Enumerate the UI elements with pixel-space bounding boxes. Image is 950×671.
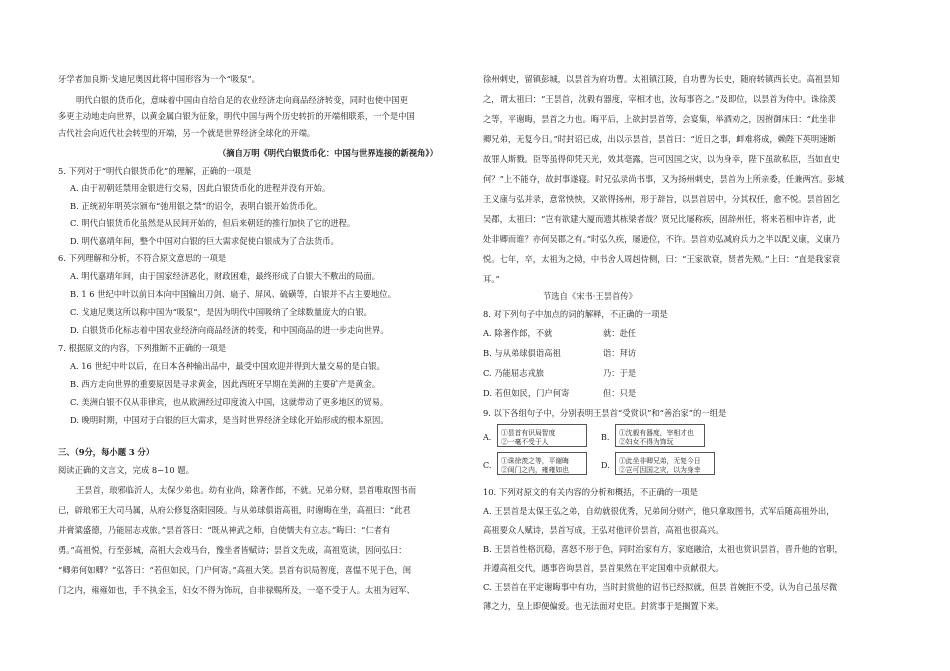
passage-cont-line-11: 耳。”: [483, 274, 500, 284]
q8-option-c-label: C. 乃能屈志戎旅: [483, 368, 545, 378]
intro-line-2: 明代白银的货币化，意味着中国由自给自足的农业经济走向商品经济转变，同时也使中国更: [76, 95, 408, 105]
passage-line-2: 已，辟琅邪王大司马属，从府公修复洛阳园陵。与从弟球俱诣高祖，时谢晦在坐，高祖曰：“此君: [58, 505, 411, 515]
intro-line-3: 多更主动地走向世界，以黄金属白银为征象，明代中国与两个历史转折的开端相联系，一个是中国: [58, 111, 415, 121]
q7-stem: 7. 根据原文的内容，下列推断不正确的一项是: [58, 343, 227, 353]
q9-option-b-line1: ①沈毅有器度，宰相才也: [619, 429, 694, 437]
q8-option-c-gloss: 乃：于是: [603, 368, 637, 378]
q5-option-d[interactable]: D. 明代嘉靖年间，整个中国对白银的巨大需求促使白银成为了合法货币。: [70, 236, 339, 246]
passage-cont-line-7: 王义康与弘并录，意常怏怏，又欲得扬州，形于辞旨，以昙首居中，分其权任，愈不悦。昙首固乞: [483, 194, 840, 204]
q8-option-c[interactable]: [483, 368, 637, 379]
passage-cont-line-10: 悦。七年，卒，太祖为之恸，中书舍人周赳侍侧，曰：“王家欲衰，贤者先殒。”上曰：“直是我家衰: [483, 254, 841, 264]
q10-option-a-cont: 高祖要众人赋诗，昙首写成，王弘对他评价昙首，高祖也很高兴。: [483, 525, 724, 535]
q9-option-b-box: [615, 424, 705, 447]
q8-option-a-label: A. 除著作郎，不就: [483, 328, 553, 338]
q9-option-c-line2: ②闺门之内，雍雍如也: [501, 466, 569, 474]
q8-stem: 8. 对下列句子中加点的词的解释，不正确的一项是: [483, 309, 668, 319]
q7-option-b[interactable]: B. 西方走向世界的重要原因是寻求黄金，因此西班牙早期在美洲的主要矿产是黄金。: [70, 379, 381, 389]
passage-cont-line-4: 卿兄弟，无复今日。”时封诏已成，出以示昙首，昙首曰：“近日之事，衅难将成，赖陛下英明速断: [483, 134, 836, 144]
q10-option-c[interactable]: C. 王昙首在平定谢晦事中有功，当时封赏他的诏书已经拟就，但昙 首婉拒不受，认为自己虽尽微: [483, 582, 838, 592]
q9-option-d-line2: ②岂可因国之灾，以为身幸: [619, 466, 701, 474]
passage-line-1: 王昙首，琅邪临沂人，太保少弟也。幼有业尚，除著作郎，不就。兄弟分财，昙首唯取图书而: [76, 485, 417, 495]
q9-option-b-line2: ②妇女不得为饰玩: [619, 438, 674, 446]
q6-option-a[interactable]: A. 明代嘉靖年间，由于国家经济恶化，财政困难，最终形成了白银大不敷出的局面。: [70, 271, 380, 281]
q8-option-d-label: D. 若但如民，门户何寄: [483, 388, 570, 398]
q10-option-a[interactable]: A. 王昙首是太保王弘之弟，自幼就很优秀，兄弟间分财产，他只拿取图书，式军后随高祖外出，: [483, 506, 835, 516]
q6-option-b[interactable]: B. 1 6 世纪中叶以前日本向中国输出刀剑、扇子、屏风、硫磺等，白银并不占主要地位。: [70, 289, 396, 299]
q8-option-b-label: B. 与从弟球俱诣高祖: [483, 348, 561, 358]
q9-option-a-line1: ①昙首有识局智度: [501, 429, 556, 437]
q9-option-d-box: [615, 452, 715, 475]
q8-option-d-gloss: 但：只是: [603, 388, 637, 398]
passage-cont-line-5: 故罪人斯戮。臣等虽得仰凭天光，效其毫露，岂可因国之灾，以为身幸，陛下虽欲私臣，当如直史: [483, 154, 840, 164]
passage-line-5: “卿弟何如卿？”弘答曰：“若但如民，门户何寄。”高祖大笑。昙首有识局智度，喜愠不见于色，闺: [58, 565, 411, 575]
q5-option-a[interactable]: A. 由于初朝廷禁用金银进行交易，因此白银货币化的进程并没有开始。: [70, 183, 331, 193]
q9-option-a-box: [497, 424, 587, 447]
q9-option-b-letter: B.: [601, 433, 610, 442]
q9-option-c-letter: C.: [483, 461, 492, 470]
passage-cont-line-1: 徐州刺史，留镇彭城，以昙首为府功曹。太祖镇江陵，自功曹为长史，随府转镇西长史。高祖昙知: [483, 74, 840, 84]
q10-option-b[interactable]: B. 王昙首性格沉稳，喜怒不形于色，同时治家有方，家庭融洽，太祖也赏识昙首，晋升他的官职，: [483, 544, 843, 554]
passage-cont-line-3: 之等，平谢晦，昙首之力也。晦平后，上欲封昙首等，会宴集，举酒劝之，因拊御床曰：“此坐非: [483, 114, 836, 124]
intro-line-1: 牙学者加良斯·戈迪尼奥因此将中国形容为一个“吸泵”。: [58, 74, 260, 84]
q9-option-d-letter: D.: [601, 461, 610, 470]
q9-stem: 9. 以下各组句子中，分别表明王昙首“受赏识”和“善治家”的一组是: [483, 408, 727, 418]
q5-option-c[interactable]: C. 明代白银货币化虽然是从民间开始的，但后来朝廷的推行加快了它的进程。: [70, 218, 356, 228]
section-3-instruction: 阅读正确的文言文，完成 8~10 题。: [58, 465, 194, 475]
passage-line-4: 勇。”高祖悦，行至彭城，高祖大会戏马台，豫坐者皆赋诗；昙首文先成，高祖览读，因问弘曰：: [58, 545, 407, 555]
q7-option-c[interactable]: C. 美洲白银不仅从菲律宾，也从欧洲经过印度流入中国，这就带动了更多地区的贸易。: [70, 397, 389, 407]
q8-option-a-gloss: 就：赴任: [603, 328, 637, 338]
passage-cont-line-8: 吴郡，太祖曰：“岂有欲建大厦而遗其栋梁者哉？贤兄比屡称疾，固辞州任，将来若相申许者，此: [483, 214, 836, 224]
q9-option-a-letter: A.: [483, 433, 492, 442]
passage-cont-line-6: 何？”上不能夺，故封事遂寝。时兄弘录尚书事，又为扬州刺史，昙首为上所亲委，任兼两宫。彭城: [483, 174, 845, 184]
q9-option-c-line1: ①诛徐羡之等，平谢晦: [501, 457, 569, 465]
q9-option-d-line1: ①此坐非卿兄弟，无复今日: [619, 457, 701, 465]
intro-line-4: 古代社会向近代社会转型的开端，另一个就是世界经济全球化的开端。: [58, 128, 316, 138]
q5-stem: 5. 下列对于“明代白银货币化”的理解，正确的一项是: [58, 166, 252, 176]
q7-option-a[interactable]: A. 16 世纪中叶以后，在日本各种输出品中，最受中国欢迎并得到大量交易的是白银。: [70, 361, 385, 371]
q6-option-c[interactable]: C. 戈迪尼奥这所以称中国为“吸泵”，是因为明代中国吸纳了全球数量庞大的白银。: [70, 307, 372, 317]
q8-option-a[interactable]: [483, 328, 637, 339]
section-3-heading: 三、（9分，每小题 3 分）: [58, 447, 155, 457]
source-citation: （摘自万明《明代白银货币化：中国与世界连接的新视角》）: [218, 148, 438, 158]
q9-option-c-box: [497, 452, 587, 475]
q7-option-d[interactable]: D. 晚明时期，中国对于白银的巨大需求，是当时世界经济全球化开始形成的根本原因。: [70, 415, 389, 425]
q6-option-d[interactable]: D. 白银货币化标志着中国农业经济向商品经济的转变，和中国商品的进一步走向世界。: [70, 325, 389, 335]
passage-cont-line-2: 之，谓太祖曰：“王昙首，沈毅有器度，宰相才也，汝每事咨之。”及即位，以昙首为侍中。诛徐羡: [483, 94, 836, 104]
q10-option-c-cont: 薄之力，皇上即便偏爱。也无法面对史臣。封赏事于是搁置下来。: [483, 601, 724, 611]
passage-line-3: 并膏粱盛德，乃能屈志戎旅。”昙首答曰：“既从神武之师，自使懦夫有立志。”晦曰：“仁者有: [58, 525, 391, 535]
q8-option-b-gloss: 诣：拜访: [603, 348, 637, 358]
passage-source: 节选自《宋书·王昙首传》: [543, 291, 637, 301]
q8-option-d[interactable]: [483, 388, 637, 399]
q5-option-b[interactable]: B. 正统初年明英宗颁布“弛用银之禁”的诏令，表明白银开始货币化。: [70, 201, 323, 211]
q8-option-b[interactable]: [483, 348, 637, 359]
passage-cont-line-9: 处非卿而谁？亦何吴郡之有。”时弘久疾，屡逊位，不许。昙首劝弘减府兵力之半以配义康，义康乃: [483, 234, 840, 244]
q10-option-b-cont: 并遵高祖交代，遇事咨询昙首，昙首果然在平定国难中贡献很大。: [483, 563, 724, 573]
q9-option-a-line2: ②一毫不受于人: [501, 438, 549, 446]
passage-line-6: 门之内，雍雍如也，手不执金玉，妇女不得为饰玩，自非禄赐所及，一毫不受于人。太祖为冠军、: [58, 585, 415, 595]
q6-stem: 6. 下列理解和分析，不符合原文意思的一项是: [58, 253, 227, 263]
q10-stem: 10. 下列对原文的有关内容的分析和概括，不正确的一项是: [483, 487, 698, 497]
